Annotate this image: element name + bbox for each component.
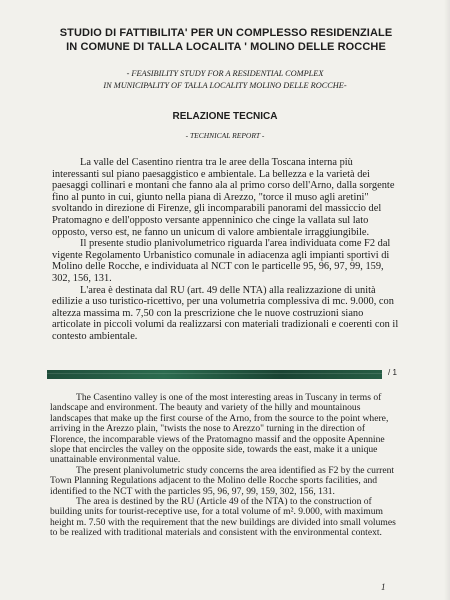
english-text-block <box>50 393 402 539</box>
subtitle-line-1: - FEASIBILITY STUDY FOR A RESIDENTIAL COMPLEX <box>126 69 324 78</box>
english-paragraph: The area is destined by the RU (Article 49 of the NTA) to the construction of building units for tourist-receptive use, for a total volume of m². 9.000, with maximum height m. 7.50 with the requirement that the new buildings are divided into small volumes to be realized with traditional materials and consistent with the environmental context. <box>50 496 396 539</box>
section-heading-translation: - TECHNICAL REPORT - <box>185 131 265 140</box>
italian-paragraph: L'area è destinata dal RU (art. 49 delle NTA) alla realizzazione di unità edilizie a uso turistico-ricettivo, per una volumetria complessiva di mc. 9.000, con altezza massima m. 7,50 con la prescrizione che le nuove costruzioni siano articolate in piccoli volumi da realizzarsi con materiali tradizionali e coerenti con il contesto ambientale. <box>52 284 399 342</box>
page-number: 1 <box>381 582 386 592</box>
document-title <box>30 26 422 54</box>
english-paragraph: The Casentino valley is one of the most interesting areas in Tuscany in terms of landscape and environment. The beauty and variety of the hilly and mountainous landscapes that make up the first course of the Arno, from the source to the point where, arriving in the Arezzo plain, "twists the nose to Arezzo" turning in the direction of Florence, the incomparable views of the Pratomagno massif and the opposite Apennine slope that encircles the valley on the opposite side, towards the east, make it a unique unattainable environmental value. <box>50 392 389 466</box>
section-page-marker: / 1 <box>388 368 397 377</box>
italian-paragraph: Il presente studio planivolumetrico riguarda l'area individuata come F2 dal vigente Regolamento Urbanistico comunale in adiacenza agli impianti sportivi di Molino delle Rocche, e individuata al NCT con le particelle 95, 96, 97, 99, 159, 302, 156, 131. <box>52 238 391 284</box>
decorative-divider-band <box>47 370 382 379</box>
page-edge-shadow <box>444 0 450 600</box>
document-subtitle <box>40 68 410 92</box>
italian-paragraph: La valle del Casentino rientra tra le aree della Toscana interna più interessanti sul piano paesaggistico e ambientale. La bellezza e la varietà dei paesaggi collinari e montani che fanno ala al primo corso dell'Arno, dalla sorgente fino al punto in cui, giunto nella piana di Arezzo, "torce il muso agli aretini" svoltando in direzione di Firenze, gli incomparabili panorami del massiccio del Pratomagno e dell'opposto versante appenninico che cinge la vallata sul lato opposto, verso est, ne fanno un unicum di valore ambientale irraggiungibile. <box>52 157 395 238</box>
title-line-1: STUDIO DI FATTIBILITA' PER UN COMPLESSO RESIDENZIALE <box>59 27 393 39</box>
italian-text-block <box>52 157 402 343</box>
title-line-2: IN COMUNE DI TALLA LOCALITA ' MOLINO DELLE ROCCHE <box>66 41 386 53</box>
english-paragraph: The present planivolumetric study concerns the area identified as F2 by the current Town Planning Regulations adjacent to the Molino delle Rocche sports facilities, and identified to the NCT with the particles 95, 96, 97, 99, 159, 302, 156, 131. <box>50 464 395 497</box>
subtitle-line-2: IN MUNICIPALITY OF TALLA LOCALITY MOLINO DELLE ROCCHE- <box>103 81 347 90</box>
section-heading: RELAZIONE TECNICA <box>172 111 278 122</box>
